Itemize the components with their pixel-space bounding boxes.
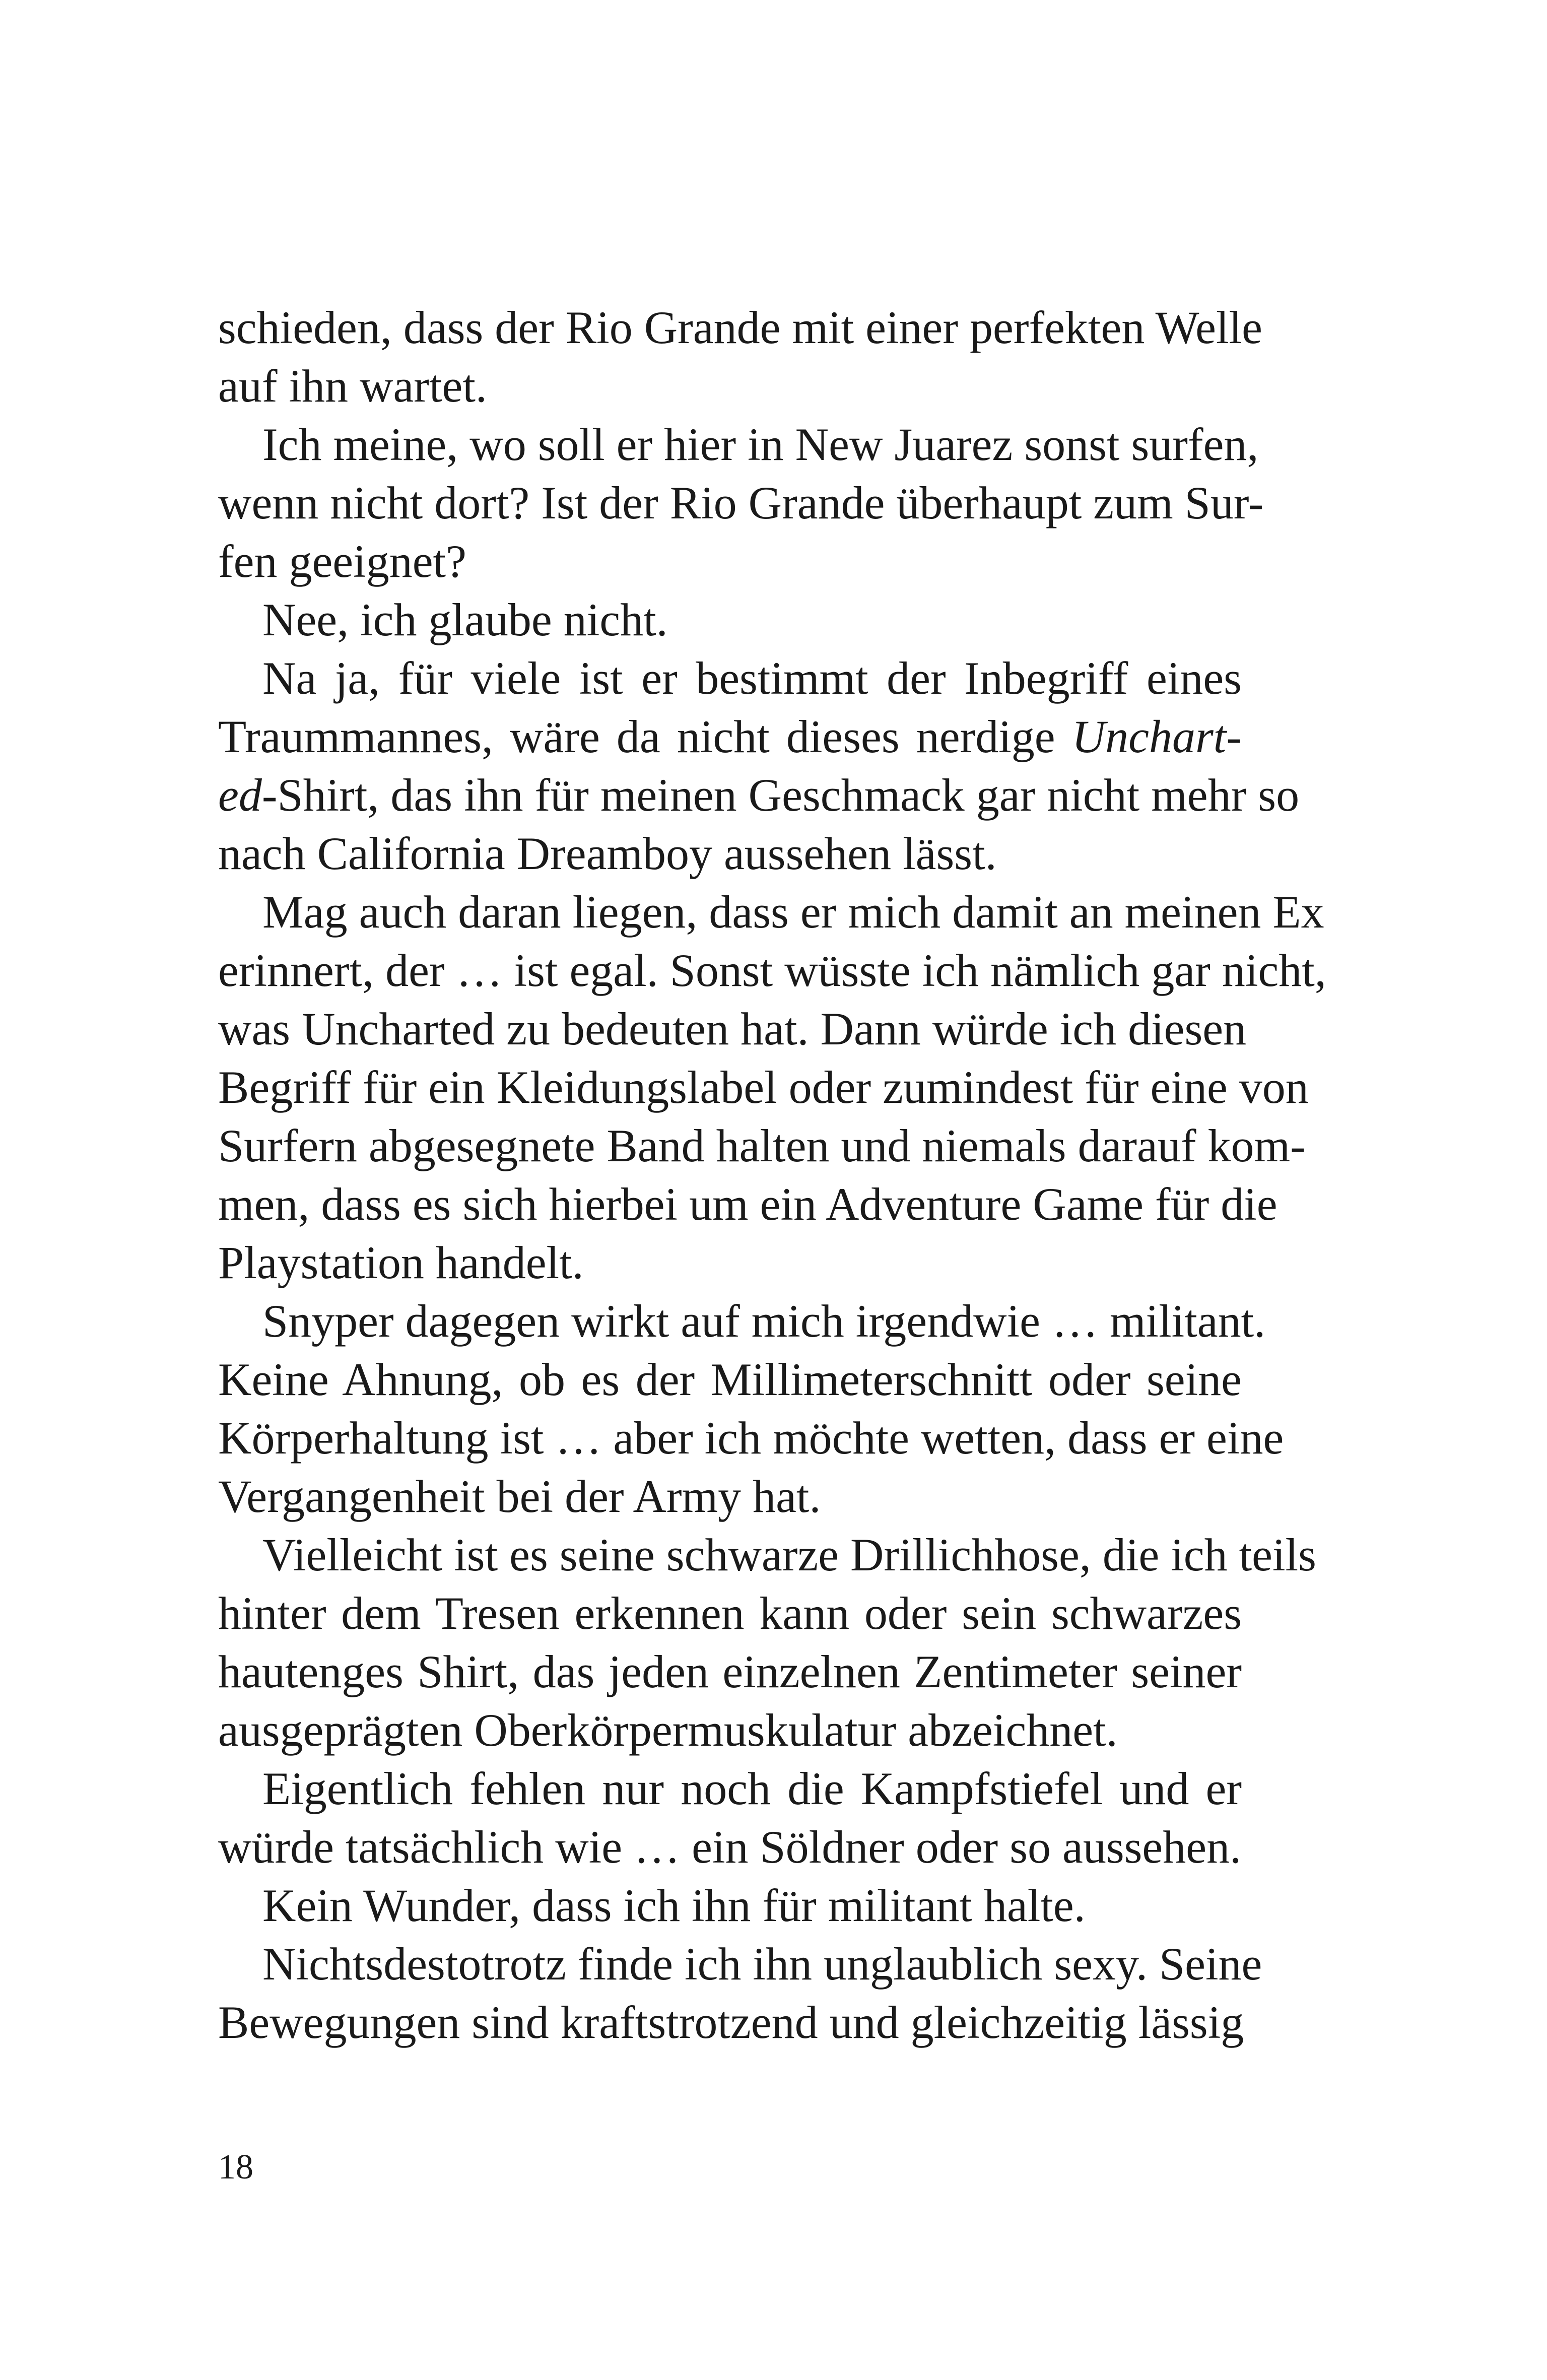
text-run: -Shirt, das ihn für meinen Geschmack gar nicht mehr so: [261, 769, 1300, 821]
text-line: Begriff für ein Kleidungslabel oder zumindest für eine von: [218, 1062, 1309, 1113]
text-line: Surfern abgesegnete Band halten und niemals darauf kom-: [218, 1120, 1306, 1171]
text-line: nach California Dreamboy aussehen lässt.: [218, 828, 997, 879]
page-number: 18: [218, 2148, 253, 2187]
text-line: Bewegungen sind kraftstrotzend und gleichzeitig lässig: [218, 1997, 1244, 2048]
text-line: fen geeignet?: [218, 536, 466, 587]
text-line: Mag auch daran liegen, dass er mich damit an meinen Ex: [262, 886, 1324, 938]
text-line: Ich meine, wo soll er hier in New Juarez sonst surfen,: [262, 419, 1259, 470]
text-line: Nee, ich glaube nicht.: [262, 594, 668, 645]
text-line: Nichtsdestotrotz finde ich ihn unglaublich sexy. Seine: [262, 1938, 1262, 1990]
body-text: [218, 298, 1326, 2052]
text-line: erinnert, der … ist egal. Sonst wüsste ich nämlich gar nicht,: [218, 945, 1326, 996]
text-line: Kein Wunder, dass ich ihn für militant halte.: [262, 1880, 1086, 1931]
text-line: men, dass es sich hierbei um ein Adventure Game für die: [218, 1178, 1277, 1230]
italic-text: ed: [218, 769, 262, 821]
text-line: schieden, dass der Rio Grande mit einer perfekten Welle: [218, 302, 1262, 353]
text-line: was Uncharted zu bedeuten hat. Dann würde ich diesen: [218, 1003, 1247, 1054]
text-line: hautenges Shirt, das jeden einzelnen Zentimeter seiner: [218, 1646, 1242, 1697]
text-line: [218, 707, 1242, 766]
text-run: Traummannes, wäre da nicht dieses nerdige: [218, 711, 1072, 762]
text-line: Eigentlich fehlen nur noch die Kampfstiefel und er: [262, 1763, 1242, 1814]
text-line: Na ja, für viele ist er bestimmt der Inbegriff eines: [262, 652, 1242, 704]
text-line: wenn nicht dort? Ist der Rio Grande überhaupt zum Sur-: [218, 477, 1264, 528]
text-line: würde tatsächlich wie … ein Söldner oder so aussehen.: [218, 1821, 1242, 1873]
text-line: Vergangenheit bei der Army hat.: [218, 1471, 821, 1522]
text-line: auf ihn wartet.: [218, 360, 487, 412]
text-line: Vielleicht ist es seine schwarze Drillichhose, die ich teils: [262, 1529, 1316, 1580]
text-line: ausgeprägten Oberkörpermuskulatur abzeichnet.: [218, 1704, 1118, 1756]
text-line: Snyper dagegen wirkt auf mich irgendwie … militant.: [262, 1295, 1266, 1347]
text-line: Playstation handelt.: [218, 1237, 584, 1288]
italic-text: Unchart-: [1071, 711, 1242, 762]
text-line: hinter dem Tresen erkennen kann oder sein schwarzes: [218, 1588, 1242, 1639]
text-line: Körperhaltung ist … aber ich möchte wetten, dass er eine: [218, 1412, 1284, 1464]
text-line: Keine Ahnung, ob es der Millimeterschnitt oder seine: [218, 1354, 1242, 1405]
text-line: [218, 766, 1300, 824]
